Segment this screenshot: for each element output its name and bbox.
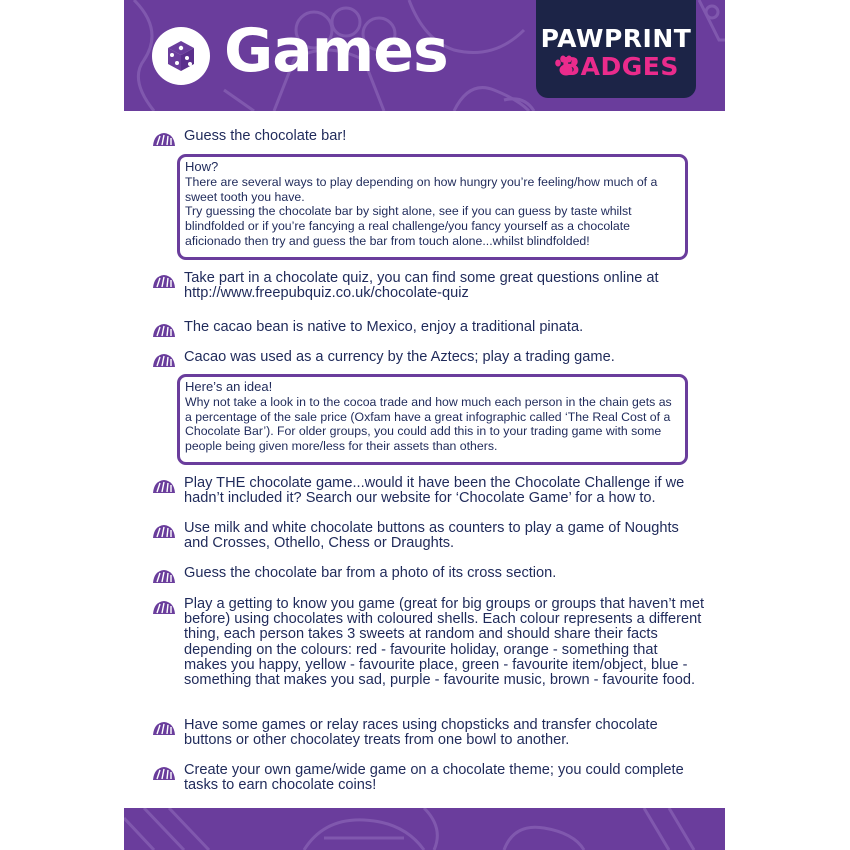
chocolate-bullet-icon xyxy=(152,131,176,147)
note-paragraph: Try guessing the chocolate bar by sight alone, see if you can guess by taste whilst blindfolded or if you’re fancying a real challenge/you fancy yourself as a chocolate aficionado then try and guess the bar from touch alone...whilst blindfolded! xyxy=(185,204,632,248)
brand-name-line1: PAWPRINT xyxy=(540,24,692,53)
note-paragraph: Why not take a look in to the cocoa trade and how much each person in the chain gets as a percentage of the sale price (Oxfam have a great infographic called ‘The Real Cost of a Chocolate Bar’). For older groups, you could add this in to your trading game with some people being given more/less for their assets than others. xyxy=(185,394,672,454)
list-item-text: The cacao bean is native to Mexico, enjoy a traditional pinata. xyxy=(184,319,584,335)
list-item-text: Take part in a chocolate quiz, you can find some great questions online at http://www.freepubquiz.co.uk/chocolate-quiz xyxy=(184,270,659,302)
list-item-text: Have some games or relay races using chopsticks and transfer chocolate buttons or other chocolatey treats from one bowl to another. xyxy=(184,717,658,749)
chocolate-bullet-icon xyxy=(152,352,176,368)
chocolate-bullet-icon xyxy=(152,478,176,494)
page-title: Games xyxy=(224,16,448,86)
list-item-text: Create your own game/wide game on a chocolate theme; you could complete tasks to earn chocolate coins! xyxy=(184,762,684,794)
chocolate-bullet-icon xyxy=(152,568,176,584)
dice-icon xyxy=(152,27,210,85)
note-title: Here’s an idea! xyxy=(185,379,273,394)
list-item-text: Cacao was used as a currency by the Aztecs; play a trading game. xyxy=(184,349,615,365)
idea-note-box xyxy=(177,374,688,465)
page xyxy=(124,0,725,850)
footer-background-pattern xyxy=(124,808,725,850)
note-body xyxy=(185,175,680,249)
chocolate-bullet-icon xyxy=(152,523,176,539)
brand-logo xyxy=(536,0,696,98)
chocolate-bullet-icon xyxy=(152,720,176,736)
brand-name-line2: BADGES xyxy=(561,52,679,81)
list-item-text: Guess the chocolate bar from a photo of its cross section. xyxy=(184,565,557,581)
note-body xyxy=(185,395,680,454)
list-item-text: Guess the chocolate bar! xyxy=(184,128,347,144)
list-item-text: Play a getting to know you game (great for big groups or groups that haven’t met before) using chocolates with coloured shells. Each colour represents a different thing, each person takes 3 sweets at random and should share their facts depending on the colours: red - favourite holiday, orange - something that makes you happy, yellow - favourite place, green - favourite item/object, blue - something that makes you sad, purple - favourite music, brown - favourite food. xyxy=(184,596,704,689)
list-item-text: Play THE chocolate game...would it have been the Chocolate Challenge if we hadn’t included it? Search our website for ‘Chocolate Game’ for a how to. xyxy=(184,475,685,507)
chocolate-bullet-icon xyxy=(152,322,176,338)
chocolate-bullet-icon xyxy=(152,273,176,289)
note-title: How? xyxy=(185,159,219,174)
header-banner xyxy=(124,0,725,111)
note-paragraph: There are several ways to play depending on how hungry you’re feeling/how much of a sweet tooth you have. xyxy=(185,174,658,204)
list-item-text: Use milk and white chocolate buttons as counters to play a game of Noughts and Crosses, Othello, Chess or Draughts. xyxy=(184,520,679,552)
footer-banner xyxy=(124,808,725,850)
chocolate-bullet-icon xyxy=(152,599,176,615)
chocolate-bullet-icon xyxy=(152,765,176,781)
how-note-box xyxy=(177,154,688,260)
